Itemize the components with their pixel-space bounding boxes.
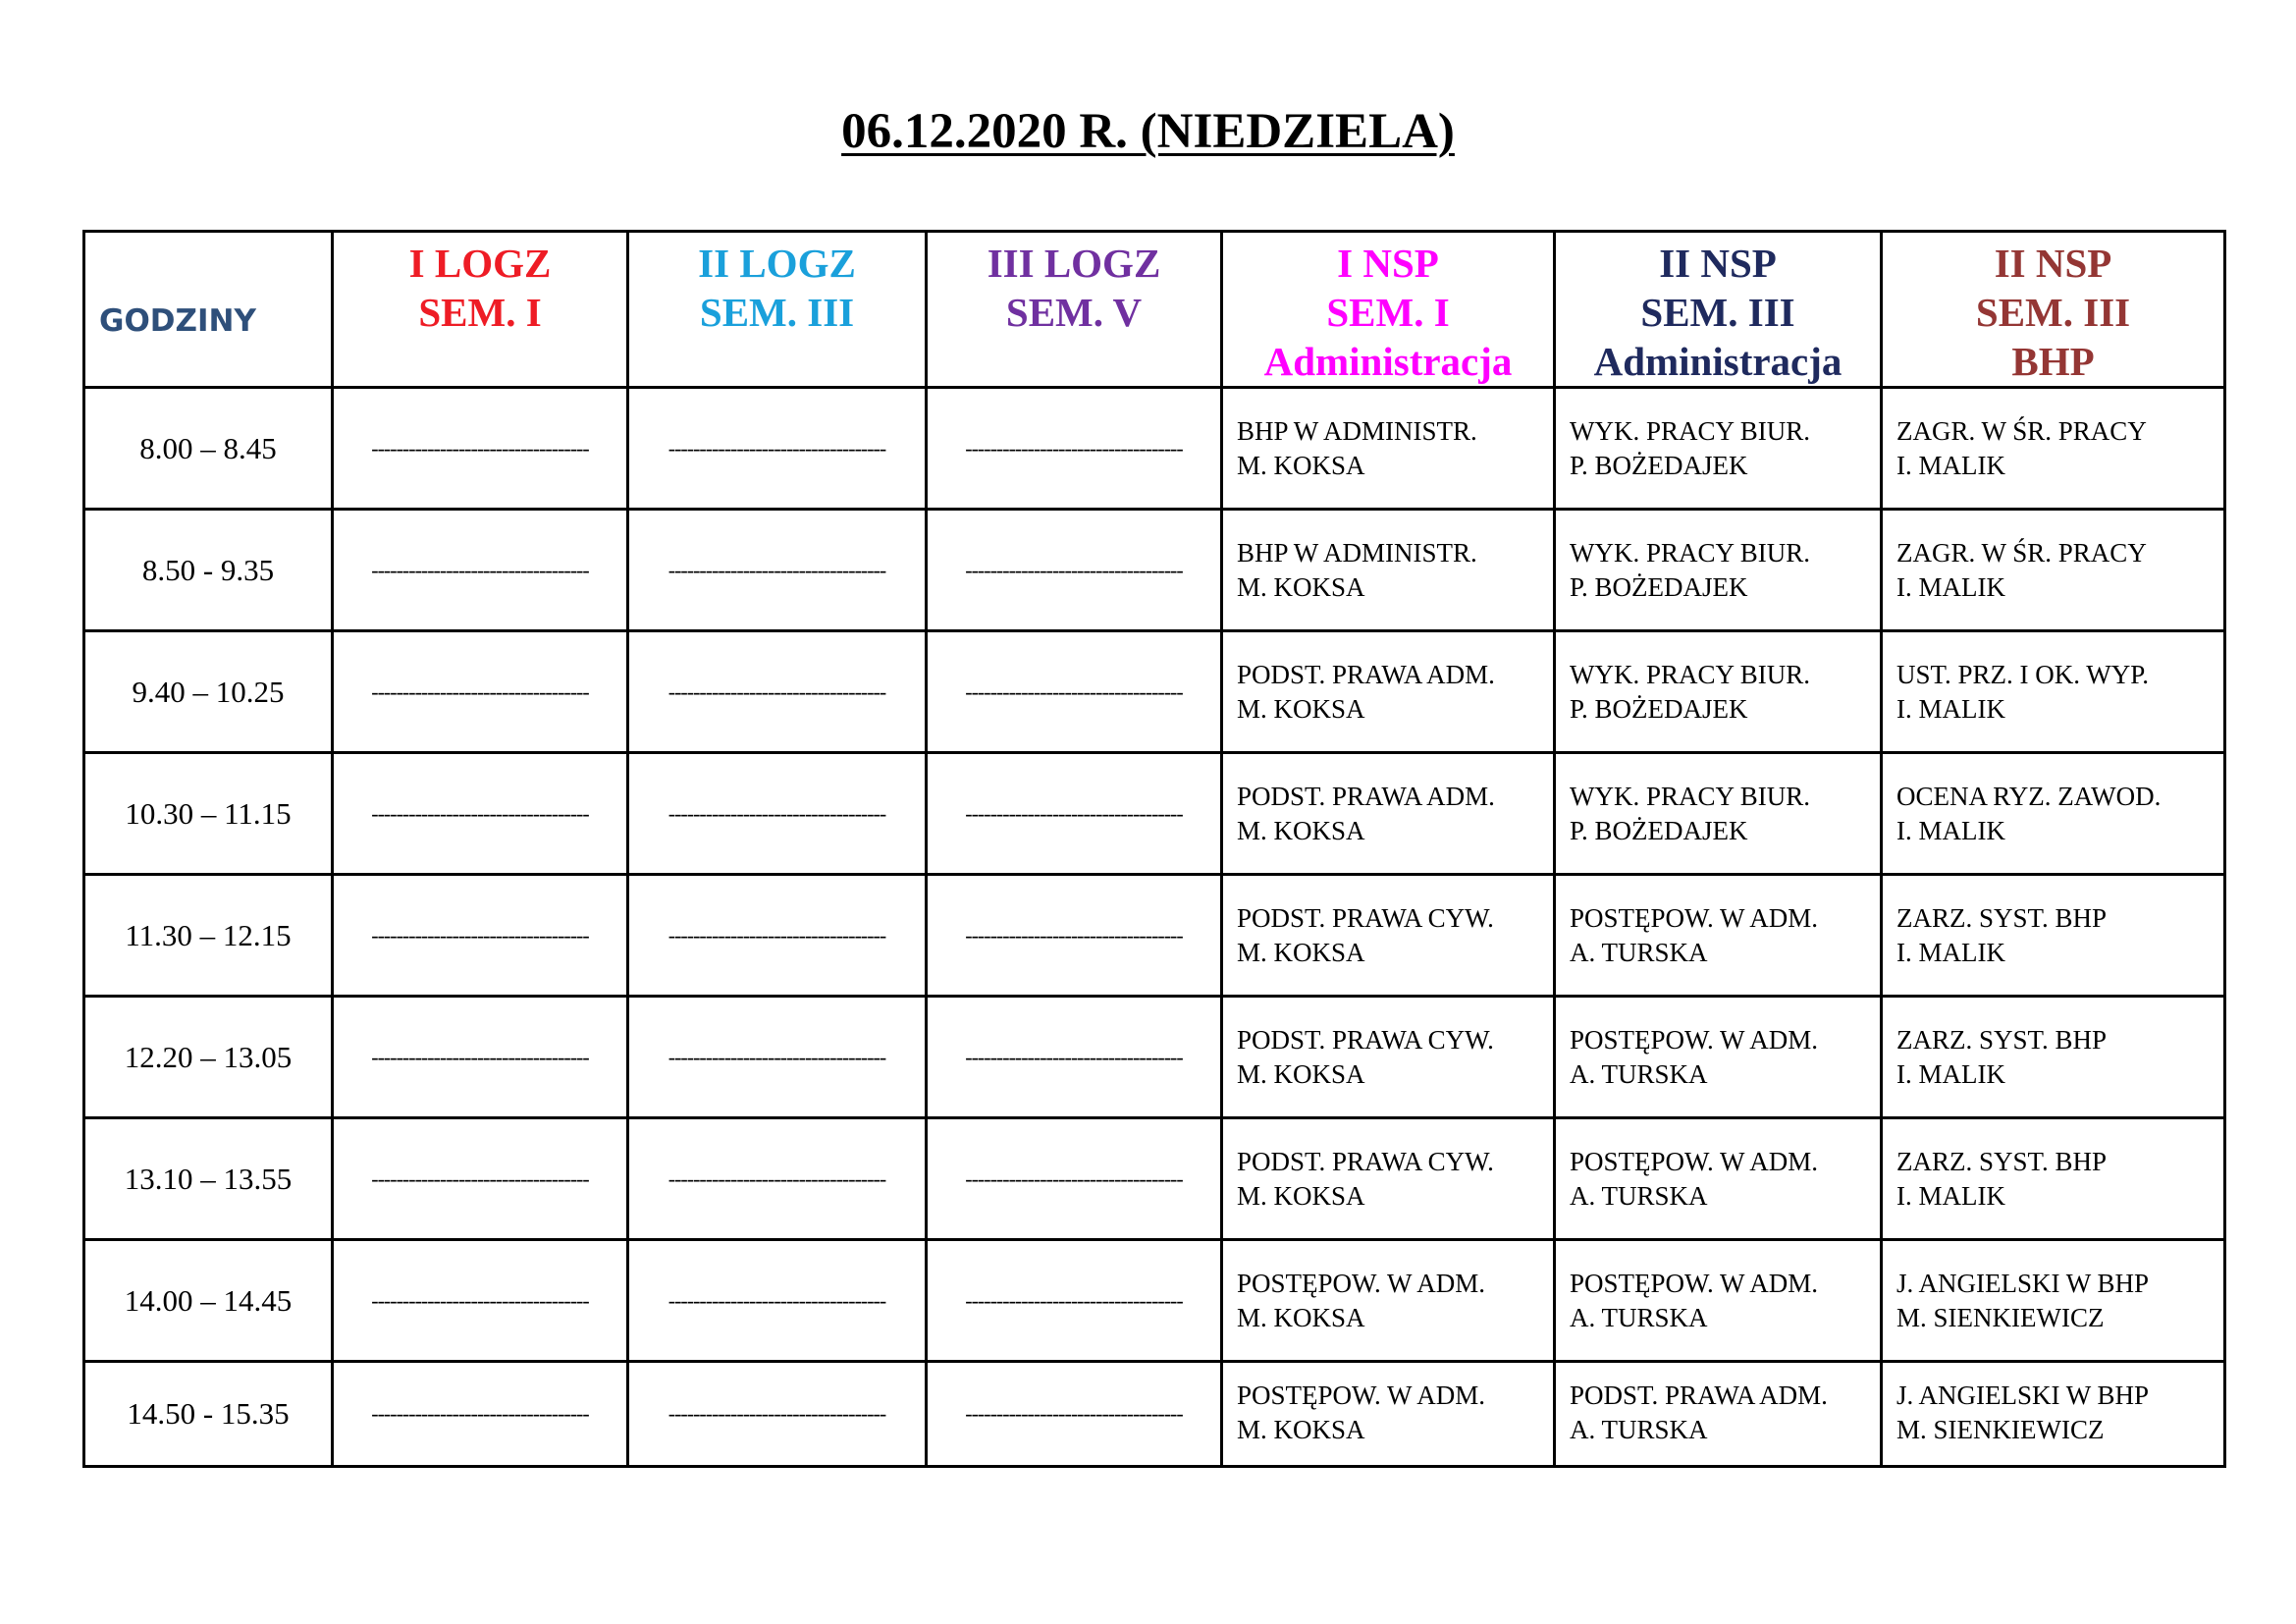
- teacher-name: P. BOŻEDAJEK: [1570, 694, 1748, 724]
- subject-name: J. ANGIELSKI W BHP: [1896, 1269, 2150, 1298]
- schedule-table: [82, 230, 2226, 1468]
- subject-name: WYK. PRACY BIUR.: [1570, 782, 1811, 811]
- subject-name: OCENA RYZ. ZAWOD.: [1896, 782, 2162, 811]
- empty-cell: -----------------------------------: [628, 510, 927, 631]
- lesson-cell: [1882, 997, 2225, 1118]
- column-header-line: III LOGZ: [987, 241, 1161, 286]
- page-title: [0, 102, 2296, 161]
- table-row: [84, 388, 2225, 510]
- table-row: [84, 753, 2225, 875]
- teacher-name: M. KOKSA: [1237, 1059, 1365, 1089]
- teacher-name: P. BOŻEDAJEK: [1570, 572, 1748, 602]
- column-header: [333, 232, 628, 388]
- lesson-cell: [1222, 875, 1555, 997]
- page-title-text: 06.12.2020 R. (NIEDZIELA): [841, 104, 1455, 159]
- column-header: [1222, 232, 1555, 388]
- teacher-name: I. MALIK: [1896, 938, 2005, 967]
- teacher-name: P. BOŻEDAJEK: [1570, 816, 1748, 845]
- table-row: [84, 875, 2225, 997]
- lesson-cell: [1222, 753, 1555, 875]
- subject-name: PODST. PRAWA CYW.: [1237, 1147, 1494, 1176]
- subject-name: POSTĘPOW. W ADM.: [1570, 1025, 1819, 1055]
- header-row: [84, 232, 2225, 388]
- time-slot: 8.00 – 8.45: [84, 388, 333, 510]
- teacher-name: I. MALIK: [1896, 816, 2005, 845]
- empty-cell: -----------------------------------: [927, 388, 1222, 510]
- subject-name: BHP W ADMINISTR.: [1237, 538, 1477, 568]
- lesson-cell: [1555, 1362, 1882, 1467]
- lesson-cell: [1882, 1118, 2225, 1240]
- time-slot: 13.10 – 13.55: [84, 1118, 333, 1240]
- empty-cell: -----------------------------------: [628, 875, 927, 997]
- column-header-line: Administracja: [1263, 339, 1513, 384]
- lesson-cell: [1555, 997, 1882, 1118]
- teacher-name: M. KOKSA: [1237, 694, 1365, 724]
- teacher-name: I. MALIK: [1896, 1181, 2005, 1211]
- table-row: [84, 631, 2225, 753]
- empty-cell: -----------------------------------: [927, 631, 1222, 753]
- empty-cell: -----------------------------------: [628, 388, 927, 510]
- column-header: [1882, 232, 2225, 388]
- lesson-cell: [1882, 753, 2225, 875]
- empty-cell: -----------------------------------: [927, 997, 1222, 1118]
- empty-cell: -----------------------------------: [927, 1362, 1222, 1467]
- subject-name: PODST. PRAWA ADM.: [1237, 660, 1495, 689]
- column-header-line: SEM. I: [418, 290, 542, 335]
- subject-name: PODST. PRAWA ADM.: [1237, 782, 1495, 811]
- teacher-name: M. KOKSA: [1237, 1415, 1365, 1444]
- table-row: [84, 510, 2225, 631]
- teacher-name: I. MALIK: [1896, 1059, 2005, 1089]
- subject-name: POSTĘPOW. W ADM.: [1570, 1147, 1819, 1176]
- lesson-cell: [1882, 1362, 2225, 1467]
- subject-name: POSTĘPOW. W ADM.: [1237, 1269, 1486, 1298]
- teacher-name: M. KOKSA: [1237, 816, 1365, 845]
- empty-cell: -----------------------------------: [927, 510, 1222, 631]
- subject-name: ZARZ. SYST. BHP: [1896, 1147, 2108, 1176]
- time-slot: 14.00 – 14.45: [84, 1240, 333, 1362]
- column-header-line: SEM. III: [1975, 290, 2131, 335]
- subject-name: POSTĘPOW. W ADM.: [1570, 1269, 1819, 1298]
- lesson-cell: [1882, 388, 2225, 510]
- empty-cell: -----------------------------------: [927, 1240, 1222, 1362]
- column-header-line: I NSP: [1337, 241, 1439, 286]
- subject-name: WYK. PRACY BIUR.: [1570, 416, 1811, 446]
- lesson-cell: [1222, 631, 1555, 753]
- subject-name: UST. PRZ. I OK. WYP.: [1896, 660, 2150, 689]
- teacher-name: M. KOKSA: [1237, 1181, 1365, 1211]
- time-slot: 8.50 - 9.35: [84, 510, 333, 631]
- time-slot: 10.30 – 11.15: [84, 753, 333, 875]
- empty-cell: -----------------------------------: [628, 997, 927, 1118]
- subject-name: ZAGR. W ŚR. PRACY: [1896, 416, 2147, 446]
- time-slot: 12.20 – 13.05: [84, 997, 333, 1118]
- teacher-name: A. TURSKA: [1570, 1059, 1708, 1089]
- lesson-cell: [1222, 1362, 1555, 1467]
- subject-name: WYK. PRACY BIUR.: [1570, 660, 1811, 689]
- column-header: [1555, 232, 1882, 388]
- lesson-cell: [1555, 753, 1882, 875]
- lesson-cell: [1882, 1240, 2225, 1362]
- empty-cell: -----------------------------------: [927, 753, 1222, 875]
- empty-cell: -----------------------------------: [628, 1362, 927, 1467]
- teacher-name: M. KOKSA: [1237, 451, 1365, 480]
- table-row: [84, 1118, 2225, 1240]
- subject-name: ZARZ. SYST. BHP: [1896, 1025, 2108, 1055]
- subject-name: J. ANGIELSKI W BHP: [1896, 1380, 2150, 1410]
- subject-name: PODST. PRAWA ADM.: [1570, 1380, 1828, 1410]
- empty-cell: -----------------------------------: [333, 510, 628, 631]
- subject-name: BHP W ADMINISTR.: [1237, 416, 1477, 446]
- column-header-line: SEM. V: [1005, 290, 1143, 335]
- subject-name: PODST. PRAWA CYW.: [1237, 1025, 1494, 1055]
- subject-name: ZARZ. SYST. BHP: [1896, 903, 2108, 933]
- teacher-name: A. TURSKA: [1570, 1415, 1708, 1444]
- time-slot: 11.30 – 12.15: [84, 875, 333, 997]
- teacher-name: A. TURSKA: [1570, 1303, 1708, 1332]
- column-header-line: BHP: [2011, 339, 2095, 384]
- empty-cell: -----------------------------------: [333, 875, 628, 997]
- empty-cell: -----------------------------------: [333, 631, 628, 753]
- empty-cell: -----------------------------------: [333, 997, 628, 1118]
- hours-column-header: GODZINY: [84, 232, 333, 388]
- time-slot: 14.50 - 15.35: [84, 1362, 333, 1467]
- lesson-cell: [1222, 997, 1555, 1118]
- empty-cell: -----------------------------------: [333, 1240, 628, 1362]
- lesson-cell: [1222, 1118, 1555, 1240]
- column-header-line: II NSP: [1994, 241, 2112, 286]
- teacher-name: P. BOŻEDAJEK: [1570, 451, 1748, 480]
- teacher-name: A. TURSKA: [1570, 1181, 1708, 1211]
- column-header-line: II LOGZ: [698, 241, 856, 286]
- lesson-cell: [1222, 388, 1555, 510]
- teacher-name: M. SIENKIEWICZ: [1896, 1415, 2105, 1444]
- empty-cell: -----------------------------------: [333, 388, 628, 510]
- table-row: [84, 997, 2225, 1118]
- empty-cell: -----------------------------------: [628, 753, 927, 875]
- lesson-cell: [1555, 631, 1882, 753]
- schedule-body: [84, 388, 2225, 1467]
- empty-cell: -----------------------------------: [628, 631, 927, 753]
- table-row: [84, 1240, 2225, 1362]
- teacher-name: I. MALIK: [1896, 694, 2005, 724]
- empty-cell: -----------------------------------: [333, 1118, 628, 1240]
- subject-name: WYK. PRACY BIUR.: [1570, 538, 1811, 568]
- empty-cell: -----------------------------------: [927, 875, 1222, 997]
- empty-cell: -----------------------------------: [927, 1118, 1222, 1240]
- teacher-name: M. KOKSA: [1237, 572, 1365, 602]
- empty-cell: -----------------------------------: [628, 1240, 927, 1362]
- lesson-cell: [1882, 631, 2225, 753]
- column-header: [628, 232, 927, 388]
- teacher-name: A. TURSKA: [1570, 938, 1708, 967]
- lesson-cell: [1882, 510, 2225, 631]
- subject-name: PODST. PRAWA CYW.: [1237, 903, 1494, 933]
- lesson-cell: [1555, 1240, 1882, 1362]
- column-header-line: II NSP: [1659, 241, 1777, 286]
- teacher-name: I. MALIK: [1896, 451, 2005, 480]
- teacher-name: M. KOKSA: [1237, 938, 1365, 967]
- empty-cell: -----------------------------------: [333, 753, 628, 875]
- lesson-cell: [1555, 1118, 1882, 1240]
- teacher-name: I. MALIK: [1896, 572, 2005, 602]
- lesson-cell: [1555, 388, 1882, 510]
- teacher-name: M. SIENKIEWICZ: [1896, 1303, 2105, 1332]
- table-row: [84, 1362, 2225, 1467]
- subject-name: ZAGR. W ŚR. PRACY: [1896, 538, 2147, 568]
- lesson-cell: [1555, 875, 1882, 997]
- empty-cell: -----------------------------------: [333, 1362, 628, 1467]
- subject-name: POSTĘPOW. W ADM.: [1570, 903, 1819, 933]
- lesson-cell: [1222, 1240, 1555, 1362]
- subject-name: POSTĘPOW. W ADM.: [1237, 1380, 1486, 1410]
- column-header-line: I LOGZ: [408, 241, 552, 286]
- column-header-line: SEM. III: [699, 290, 855, 335]
- lesson-cell: [1882, 875, 2225, 997]
- time-slot: 9.40 – 10.25: [84, 631, 333, 753]
- column-header: [927, 232, 1222, 388]
- column-header-line: SEM. III: [1640, 290, 1795, 335]
- teacher-name: M. KOKSA: [1237, 1303, 1365, 1332]
- empty-cell: -----------------------------------: [628, 1118, 927, 1240]
- schedule-header: [84, 232, 2225, 388]
- lesson-cell: [1222, 510, 1555, 631]
- column-header-line: SEM. I: [1326, 290, 1450, 335]
- lesson-cell: [1555, 510, 1882, 631]
- column-header-line: Administracja: [1593, 339, 1842, 384]
